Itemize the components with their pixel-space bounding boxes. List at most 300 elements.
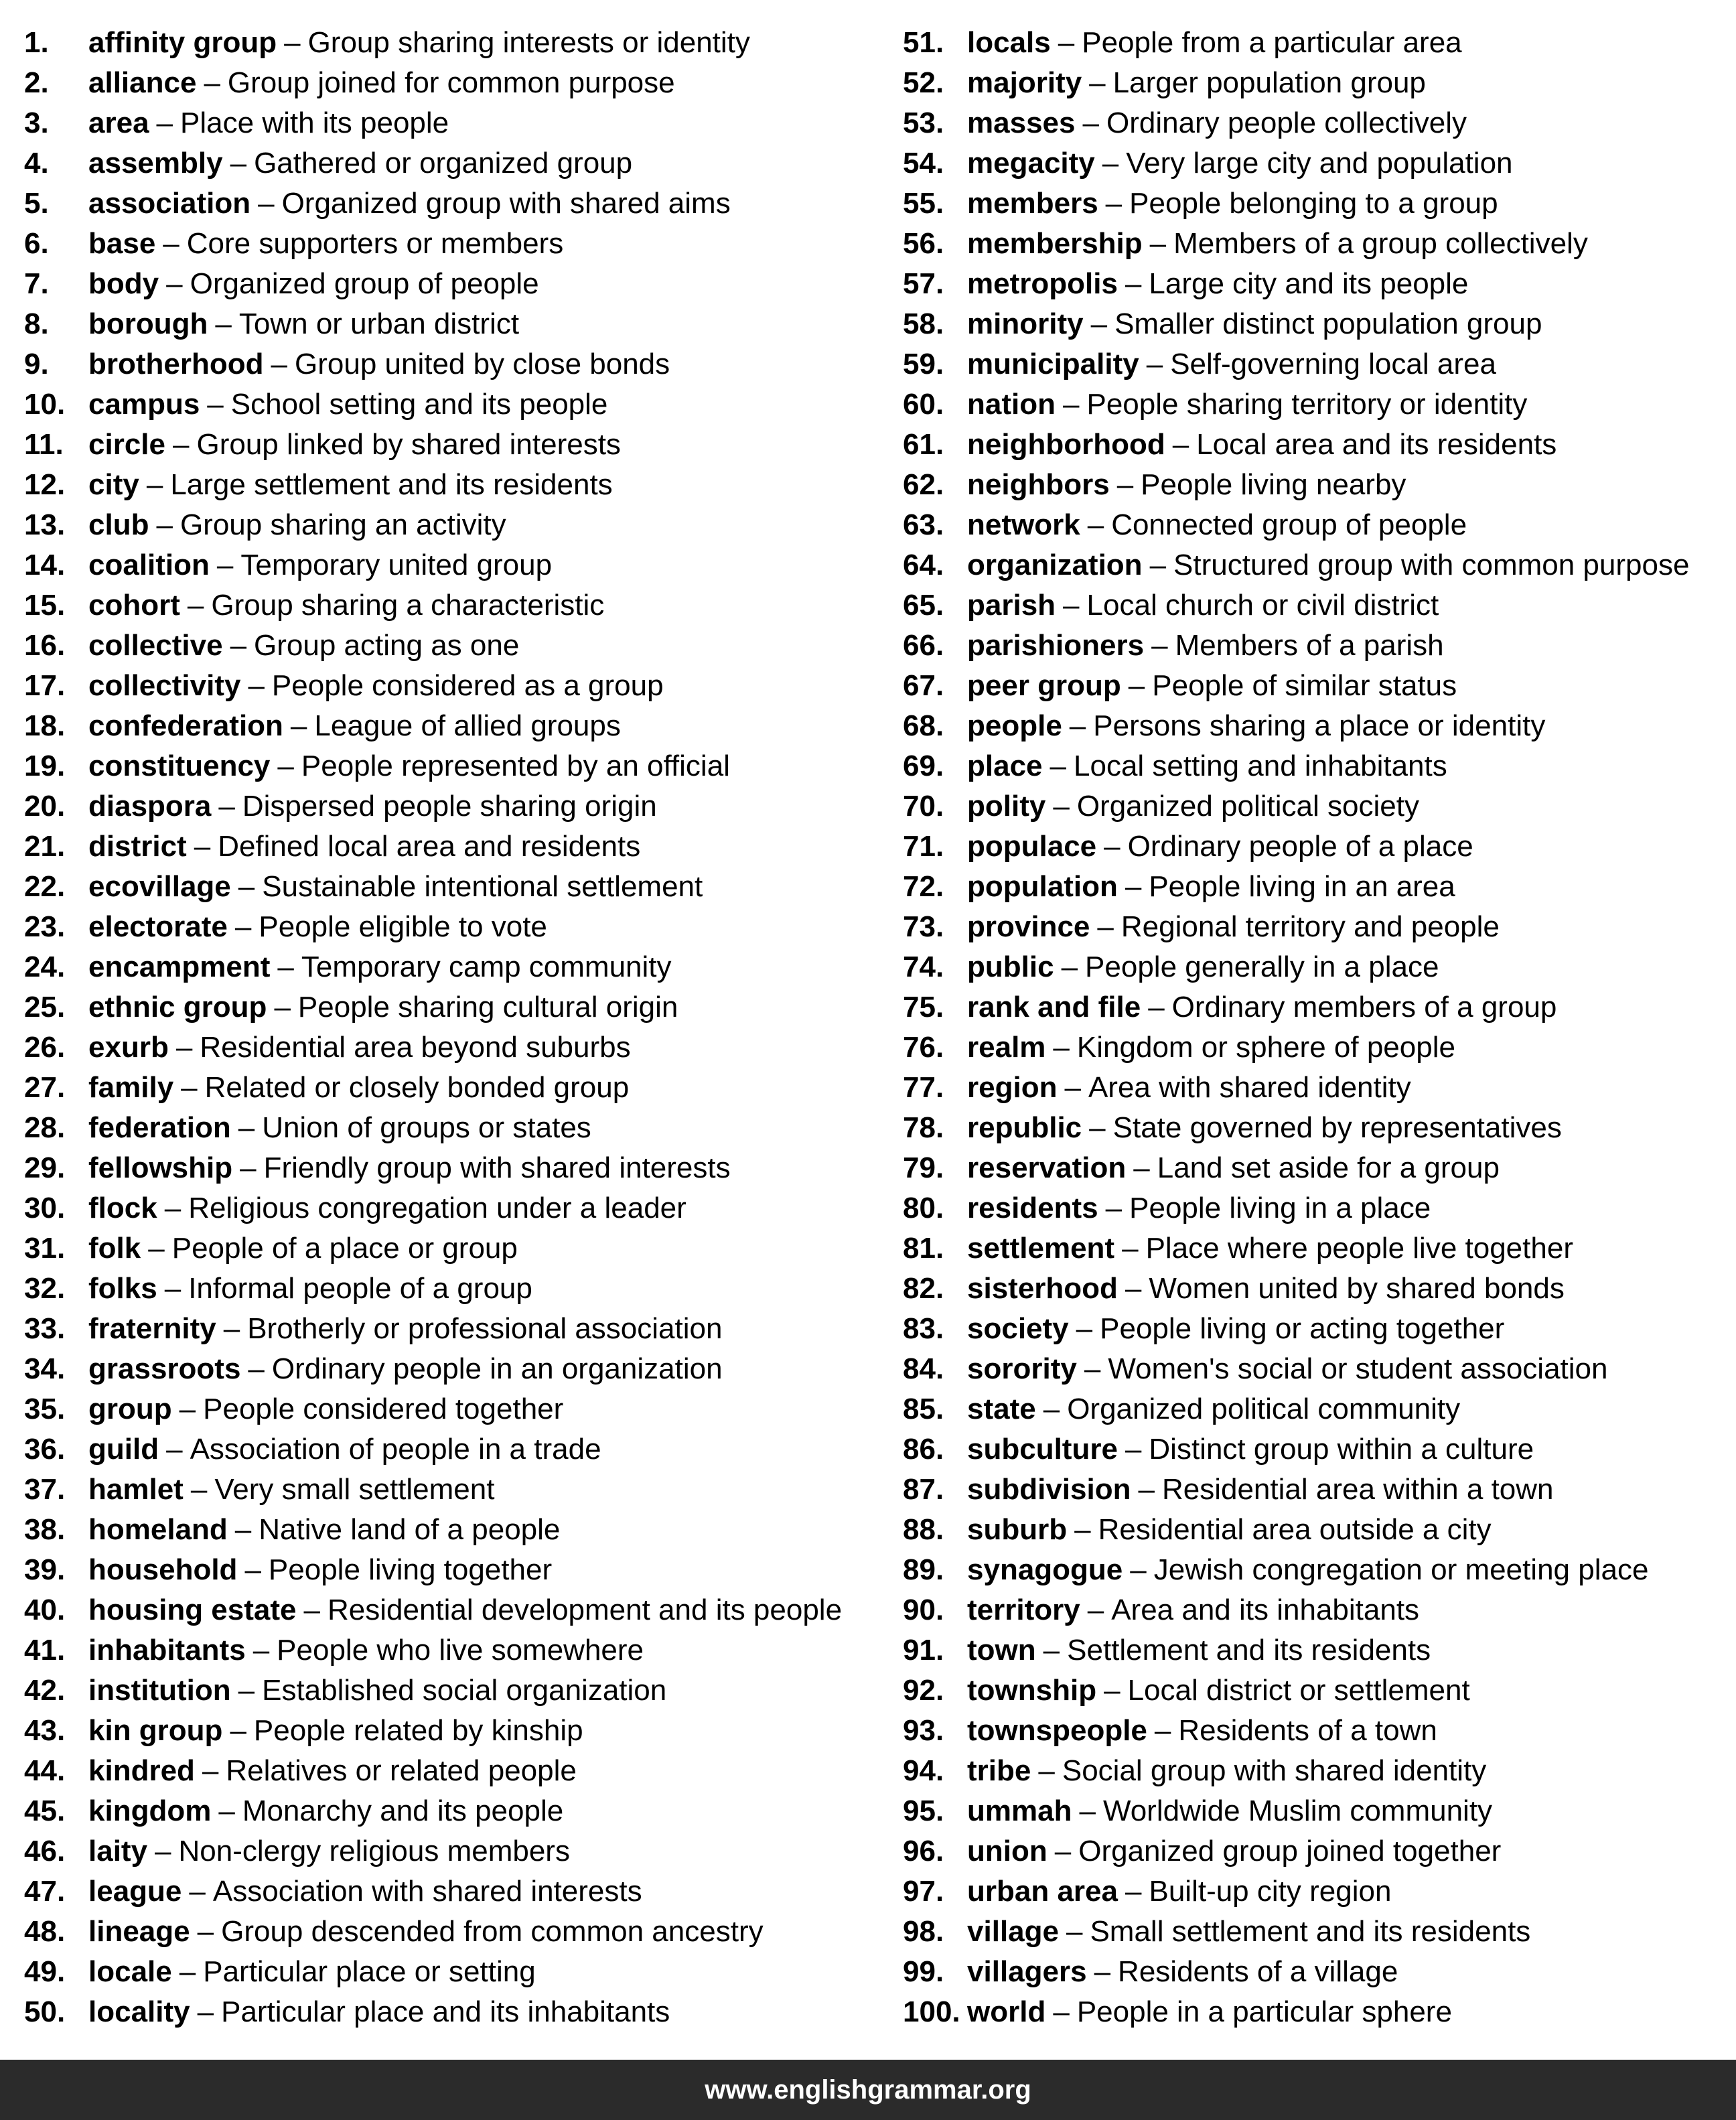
entry-separator: –: [234, 910, 252, 943]
entry-term: borough: [88, 307, 208, 340]
entry-definition: Local district or settlement: [1127, 1674, 1470, 1707]
entry-separator: –: [290, 709, 307, 742]
entry-number: 8.: [24, 307, 49, 340]
entry-number: 81.: [903, 1232, 944, 1265]
list-item: [903, 827, 1731, 867]
entry-definition: Self-governing local area: [1170, 348, 1496, 380]
entry-definition: School setting and its people: [230, 388, 608, 421]
entry-separator: –: [179, 1955, 196, 1988]
entry-definition: People living nearby: [1141, 468, 1406, 501]
entry-definition: Monarchy and its people: [242, 1794, 564, 1827]
entry-definition: Association of people in a trade: [190, 1433, 601, 1466]
entry-definition: Land set aside for a group: [1157, 1151, 1500, 1184]
entry-number: 95.: [903, 1794, 944, 1827]
entry-definition: Persons sharing a place or identity: [1093, 709, 1546, 742]
entry-definition: Local setting and inhabitants: [1074, 750, 1447, 782]
entry-definition: People sharing territory or identity: [1086, 388, 1528, 421]
entry-number: 30.: [24, 1192, 66, 1224]
entry-number: 29.: [24, 1151, 66, 1184]
entry-number: 49.: [24, 1955, 66, 1988]
entry-number: 4.: [24, 147, 49, 180]
entry-separator: –: [194, 830, 211, 863]
list-item: [903, 1028, 1731, 1068]
list-item: [24, 706, 881, 746]
entry-separator: –: [179, 1393, 196, 1425]
entry-term: district: [88, 830, 187, 863]
entry-term: household: [88, 1553, 238, 1586]
entry-term: province: [967, 910, 1090, 943]
entry-definition: Ordinary members of a group: [1171, 991, 1557, 1023]
entry-definition: Residential area outside a city: [1098, 1513, 1492, 1546]
entry-term: kindred: [88, 1754, 195, 1787]
list-item: [903, 1470, 1731, 1510]
entry-definition: Organized group with shared aims: [281, 187, 731, 220]
entry-separator: –: [1133, 1151, 1150, 1184]
entry-term: town: [967, 1634, 1036, 1667]
entry-separator: –: [1062, 388, 1080, 421]
entry-number: 42.: [24, 1674, 66, 1707]
list-item: [24, 746, 881, 786]
entry-term: diaspora: [88, 790, 212, 823]
entry-separator: –: [197, 1995, 214, 2028]
entry-number: 9.: [24, 348, 49, 380]
entry-number: 48.: [24, 1915, 66, 1948]
entry-term: locals: [967, 26, 1051, 59]
list-item: [24, 425, 881, 465]
entry-separator: –: [189, 1875, 206, 1908]
list-item: [903, 1751, 1731, 1791]
list-item: [24, 1028, 881, 1068]
entry-definition: People from a particular area: [1082, 26, 1462, 59]
entry-number: 78.: [903, 1111, 944, 1144]
entry-number: 58.: [903, 307, 944, 340]
entry-definition: Organized group joined together: [1078, 1835, 1502, 1867]
entry-separator: –: [1082, 107, 1099, 139]
entry-separator: –: [234, 1513, 252, 1546]
list-item: [903, 1309, 1731, 1349]
entry-number: 77.: [903, 1071, 944, 1104]
entry-separator: –: [244, 1553, 261, 1586]
entry-separator: –: [218, 1794, 235, 1827]
entry-term: collectivity: [88, 669, 241, 702]
entry-separator: –: [1125, 1875, 1142, 1908]
entry-definition: People belonging to a group: [1129, 187, 1498, 220]
entry-definition: Related or closely bonded group: [204, 1071, 630, 1104]
list-item: [24, 1952, 881, 1992]
list-item: [24, 1912, 881, 1952]
entry-separator: –: [1149, 549, 1167, 581]
entry-term: township: [967, 1674, 1097, 1707]
entry-separator: –: [1125, 870, 1142, 903]
entry-definition: Sustainable intentional settlement: [262, 870, 703, 903]
entry-number: 1.: [24, 26, 49, 59]
entry-term: locality: [88, 1995, 190, 2028]
list-item: [903, 1188, 1731, 1228]
entry-definition: Particular place and its inhabitants: [221, 1995, 670, 2028]
entry-term: campus: [88, 388, 200, 421]
entry-separator: –: [284, 26, 301, 59]
entry-separator: –: [1066, 1915, 1083, 1948]
entry-number: 31.: [24, 1232, 66, 1265]
entry-definition: Relatives or related people: [226, 1754, 577, 1787]
list-item: [24, 1349, 881, 1389]
entry-term: federation: [88, 1111, 231, 1144]
entry-definition: Very small settlement: [214, 1473, 495, 1506]
entry-term: peer group: [967, 669, 1121, 702]
entry-separator: –: [1089, 1111, 1106, 1144]
entry-number: 69.: [903, 750, 944, 782]
list-item: [24, 1992, 881, 2032]
entry-separator: –: [1053, 1995, 1070, 2028]
entry-separator: –: [166, 267, 183, 300]
entry-definition: People living in an area: [1149, 870, 1455, 903]
entry-separator: –: [271, 348, 287, 380]
entry-term: area: [88, 107, 149, 139]
entry-definition: Union of groups or states: [262, 1111, 591, 1144]
entry-separator: –: [1151, 629, 1168, 662]
entry-number: 99.: [903, 1955, 944, 1988]
list-item: [24, 1831, 881, 1871]
entry-number: 24.: [24, 950, 66, 983]
entry-number: 75.: [903, 991, 944, 1023]
entry-definition: Organized group of people: [190, 267, 539, 300]
entry-separator: –: [1090, 307, 1108, 340]
entry-separator: –: [230, 1714, 246, 1747]
entry-definition: Local church or civil district: [1086, 589, 1439, 622]
entry-separator: –: [1069, 709, 1086, 742]
entry-term: assembly: [88, 147, 223, 180]
entry-separator: –: [1038, 1754, 1055, 1787]
entry-number: 64.: [903, 549, 944, 581]
entry-term: exurb: [88, 1031, 169, 1064]
entry-definition: People living together: [268, 1553, 553, 1586]
entry-term: brotherhood: [88, 348, 264, 380]
entry-definition: Area with shared identity: [1088, 1071, 1411, 1104]
list-item: [903, 505, 1731, 545]
entry-number: 85.: [903, 1393, 944, 1425]
entry-definition: Group acting as one: [254, 629, 520, 662]
list-item: [24, 465, 881, 505]
entry-term: neighbors: [967, 468, 1110, 501]
list-item: [24, 1630, 881, 1671]
list-item: [903, 103, 1731, 143]
entry-term: network: [967, 508, 1080, 541]
entry-definition: People represented by an official: [301, 750, 730, 782]
list-item: [903, 1992, 1731, 2032]
entry-separator: –: [258, 187, 275, 220]
entry-separator: –: [1146, 348, 1163, 380]
entry-number: 50.: [24, 1995, 66, 2028]
entry-number: 86.: [903, 1433, 944, 1466]
entry-separator: –: [190, 1473, 208, 1506]
entry-definition: Residential development and its people: [327, 1594, 843, 1626]
entry-number: 94.: [903, 1754, 944, 1787]
entry-definition: Residential area within a town: [1161, 1473, 1554, 1506]
entry-number: 96.: [903, 1835, 944, 1867]
entry-definition: Temporary united group: [240, 549, 553, 581]
entry-term: grassroots: [88, 1352, 241, 1385]
list-item: [24, 1429, 881, 1470]
list-item: [903, 867, 1731, 907]
list-item: [903, 1389, 1731, 1429]
entry-term: world: [967, 1995, 1046, 2028]
entry-separator: –: [277, 750, 294, 782]
entry-term: metropolis: [967, 267, 1118, 300]
entry-term: kingdom: [88, 1794, 212, 1827]
entry-definition: Connected group of people: [1111, 508, 1467, 541]
entry-definition: Dispersed people sharing origin: [242, 790, 657, 823]
list-item: [903, 1228, 1731, 1269]
entry-term: society: [967, 1312, 1069, 1345]
entry-number: 34.: [24, 1352, 66, 1385]
entry-separator: –: [1105, 1192, 1123, 1224]
entry-definition: Group descended from common ancestry: [221, 1915, 764, 1948]
entry-term: flock: [88, 1192, 157, 1224]
entry-term: suburb: [967, 1513, 1068, 1546]
entry-separator: –: [1074, 1513, 1091, 1546]
list-item: [24, 1711, 881, 1751]
entry-number: 11.: [24, 428, 64, 461]
list-item: [903, 1871, 1731, 1912]
entry-number: 61.: [903, 428, 944, 461]
entry-number: 2.: [24, 66, 49, 99]
entry-separator: –: [202, 1754, 219, 1787]
list-item: [903, 626, 1731, 666]
entry-definition: Residential area beyond suburbs: [200, 1031, 631, 1064]
entry-separator: –: [277, 950, 294, 983]
entry-term: majority: [967, 66, 1082, 99]
entry-definition: Members of a group collectively: [1173, 227, 1588, 260]
entry-definition: Group united by close bonds: [295, 348, 670, 380]
entry-definition: Friendly group with shared interests: [263, 1151, 731, 1184]
entry-definition: Settlement and its residents: [1067, 1634, 1431, 1667]
entry-number: 19.: [24, 750, 66, 782]
list-item: [903, 1711, 1731, 1751]
entry-term: kin group: [88, 1714, 223, 1747]
entry-term: circle: [88, 428, 165, 461]
entry-number: 62.: [903, 468, 944, 501]
entry-number: 74.: [903, 950, 944, 983]
entry-definition: State governed by representatives: [1112, 1111, 1562, 1144]
entry-separator: –: [230, 629, 247, 662]
entry-number: 18.: [24, 709, 66, 742]
entry-separator: –: [1087, 1594, 1104, 1626]
entry-separator: –: [1076, 1312, 1093, 1345]
entry-term: republic: [967, 1111, 1082, 1144]
entry-term: base: [88, 227, 156, 260]
entry-number: 10.: [24, 388, 66, 421]
entry-separator: –: [238, 870, 255, 903]
entry-number: 65.: [903, 589, 944, 622]
list-item: [903, 1148, 1731, 1188]
entry-number: 79.: [903, 1151, 944, 1184]
entry-separator: –: [1087, 508, 1104, 541]
entry-definition: Gathered or organized group: [254, 147, 633, 180]
entry-separator: –: [248, 1352, 265, 1385]
entry-term: fraternity: [88, 1312, 216, 1345]
entry-definition: People who live somewhere: [277, 1634, 644, 1667]
entry-definition: Built-up city region: [1149, 1875, 1392, 1908]
entry-term: minority: [967, 307, 1084, 340]
entry-number: 28.: [24, 1111, 66, 1144]
entry-number: 97.: [903, 1875, 944, 1908]
entry-term: realm: [967, 1031, 1046, 1064]
entry-term: homeland: [88, 1513, 228, 1546]
list-item: [903, 63, 1731, 103]
entry-number: 36.: [24, 1433, 66, 1466]
list-item: [903, 1590, 1731, 1630]
entry-definition: Brotherly or professional association: [247, 1312, 723, 1345]
entry-term: club: [88, 508, 149, 541]
entry-number: 46.: [24, 1835, 66, 1867]
entry-term: ecovillage: [88, 870, 231, 903]
entry-definition: Members of a parish: [1175, 629, 1444, 662]
entry-separator: –: [1116, 468, 1134, 501]
list-item: [903, 1068, 1731, 1108]
entry-definition: Small settlement and its residents: [1090, 1915, 1531, 1948]
list-item: [903, 1269, 1731, 1309]
footer-url[interactable]: www.englishgrammar.org: [705, 2074, 1031, 2105]
entry-separator: –: [156, 107, 173, 139]
entry-separator: –: [252, 1634, 270, 1667]
entry-term: neighborhood: [967, 428, 1165, 461]
list-item: [903, 425, 1731, 465]
word-list-column-right: [903, 23, 1731, 2032]
list-item: [24, 505, 881, 545]
entry-number: 43.: [24, 1714, 66, 1747]
entry-term: alliance: [88, 66, 197, 99]
entry-separator: –: [1053, 1031, 1070, 1064]
list-item: [903, 1831, 1731, 1871]
entry-separator: –: [238, 1674, 255, 1707]
list-item: [24, 786, 881, 827]
entry-definition: Local area and its residents: [1196, 428, 1557, 461]
entry-separator: –: [1130, 1553, 1147, 1586]
entry-separator: –: [240, 1151, 257, 1184]
entry-definition: Religious congregation under a leader: [188, 1192, 686, 1224]
entry-term: place: [967, 750, 1043, 782]
entry-definition: Organized political community: [1067, 1393, 1461, 1425]
list-item: [24, 184, 881, 224]
entry-number: 93.: [903, 1714, 944, 1747]
entry-term: inhabitants: [88, 1634, 246, 1667]
entry-term: family: [88, 1071, 174, 1104]
entry-number: 32.: [24, 1272, 66, 1305]
entry-term: association: [88, 187, 251, 220]
entry-separator: –: [1148, 991, 1165, 1023]
list-item: [24, 1068, 881, 1108]
list-item: [24, 344, 881, 384]
list-item: [903, 1550, 1731, 1590]
entry-number: 41.: [24, 1634, 66, 1667]
entry-definition: Large settlement and its residents: [170, 468, 613, 501]
entry-separator: –: [218, 790, 235, 823]
entry-term: settlement: [967, 1232, 1115, 1265]
entry-separator: –: [216, 549, 234, 581]
entry-term: city: [88, 468, 139, 501]
entry-term: parishioners: [967, 629, 1145, 662]
entry-term: locale: [88, 1955, 172, 1988]
entry-term: sisterhood: [967, 1272, 1118, 1305]
list-item: [903, 384, 1731, 425]
entry-term: subculture: [967, 1433, 1118, 1466]
entry-term: coalition: [88, 549, 210, 581]
entry-term: masses: [967, 107, 1076, 139]
entry-number: 70.: [903, 790, 944, 823]
entry-separator: –: [1105, 187, 1123, 220]
list-item: [24, 827, 881, 867]
entry-term: rank and file: [967, 991, 1141, 1023]
entry-definition: Group sharing an activity: [179, 508, 506, 541]
entry-separator: –: [215, 307, 232, 340]
entry-number: 59.: [903, 348, 944, 380]
entry-term: people: [967, 709, 1062, 742]
entry-definition: Social group with shared identity: [1062, 1754, 1487, 1787]
entry-number: 40.: [24, 1594, 66, 1626]
entry-number: 35.: [24, 1393, 66, 1425]
list-item: [903, 947, 1731, 987]
entry-definition: Temporary camp community: [301, 950, 672, 983]
entry-number: 22.: [24, 870, 66, 903]
entry-definition: Native land of a people: [259, 1513, 561, 1546]
list-item: [24, 585, 881, 626]
list-item: [903, 344, 1731, 384]
entry-number: 54.: [903, 147, 944, 180]
entry-term: townspeople: [967, 1714, 1147, 1747]
entry-term: electorate: [88, 910, 228, 943]
entry-term: folk: [88, 1232, 141, 1265]
entry-separator: –: [204, 66, 220, 99]
entry-number: 68.: [903, 709, 944, 742]
entry-definition: Particular place or setting: [203, 1955, 536, 1988]
entry-separator: –: [1043, 1634, 1060, 1667]
entry-number: 88.: [903, 1513, 944, 1546]
entry-number: 7.: [24, 267, 49, 300]
entry-term: guild: [88, 1433, 159, 1466]
entry-number: 66.: [903, 629, 944, 662]
entry-separator: –: [1061, 950, 1078, 983]
entry-separator: –: [1094, 1955, 1111, 1988]
entry-separator: –: [1125, 267, 1142, 300]
entry-separator: –: [1138, 1473, 1155, 1506]
entry-definition: People of a place or group: [171, 1232, 518, 1265]
list-item: [903, 465, 1731, 505]
list-item: [903, 184, 1731, 224]
list-item: [903, 706, 1731, 746]
entry-separator: –: [156, 508, 173, 541]
list-item: [24, 1590, 881, 1630]
entry-definition: Group linked by shared interests: [196, 428, 621, 461]
list-item: [24, 103, 881, 143]
list-item: [24, 1148, 881, 1188]
entry-term: fellowship: [88, 1151, 233, 1184]
list-item: [903, 143, 1731, 184]
entry-definition: People sharing cultural origin: [297, 991, 678, 1023]
list-item: [24, 1228, 881, 1269]
entry-separator: –: [1054, 1835, 1072, 1867]
entry-separator: –: [166, 1433, 183, 1466]
entry-definition: People in a particular sphere: [1076, 1995, 1452, 2028]
entry-number: 83.: [903, 1312, 944, 1345]
entry-definition: People living in a place: [1129, 1192, 1431, 1224]
entry-separator: –: [1104, 830, 1120, 863]
entry-definition: People living or acting together: [1100, 1312, 1505, 1345]
footer-bar: [0, 2060, 1736, 2120]
list-item: [24, 1791, 881, 1831]
entry-number: 3.: [24, 107, 49, 139]
entry-definition: Women's social or student association: [1108, 1352, 1608, 1385]
entry-definition: Non-clergy religious members: [178, 1835, 570, 1867]
